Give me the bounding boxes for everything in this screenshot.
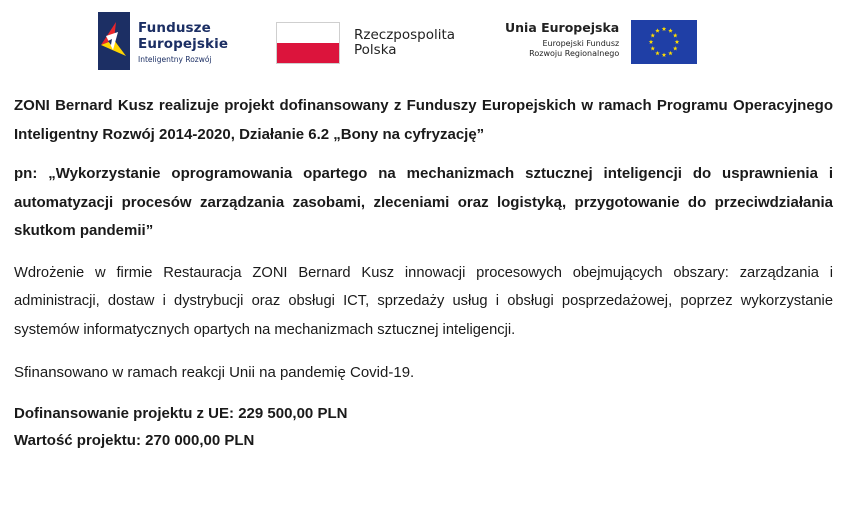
- polish-flag-icon: [276, 22, 340, 64]
- fundusze-line3: Inteligentny Rozwój: [138, 55, 212, 64]
- fundusze-europejskie-logo: [98, 12, 228, 70]
- unia-line1: Unia Europejska: [505, 20, 620, 35]
- project-value-value: 270 000,00 PLN: [145, 431, 255, 449]
- rzeczpospolita-text: [354, 22, 455, 58]
- unia-line2: Europejski Fundusz: [542, 39, 620, 48]
- project-description: Wdrożenie w firmie Restauracja ZONI Bernard Kusz innowacji procesowych obejmujących obszary: zarządzania i administracji, dostaw i dystrybucji oraz obsługi ICT, sprzedaży usług i obsługi posprzedażowej, poprzez wykorzystanie systemów informatycznych opartych na mechanizmach sztucznej inteligencji.: [14, 264, 833, 338]
- rzeczpospolita-line1: Rzeczpospolita: [354, 27, 456, 43]
- eu-funding-line: [14, 400, 833, 427]
- eu-funding-label: Dofinansowanie projektu z UE:: [14, 404, 235, 422]
- project-value-label: Wartość projektu:: [14, 431, 141, 449]
- covid-note: Sfinansowano w ramach reakcji Unii na pandemię Covid-19.: [14, 364, 415, 381]
- eu-funding-value: 229 500,00 PLN: [238, 404, 348, 422]
- unia-europejska-text: [505, 20, 619, 59]
- unia-line3: Rozwoju Regionalnego: [529, 49, 620, 58]
- fundusze-line2: Europejskie: [138, 36, 229, 52]
- project-title: pn: „Wykorzystanie oprogramowania opartego na mechanizmach sztucznej inteligencji do usprawnienia i automatyzacji procesów zarządzania zasobami, zleceniami oraz logistyką, przygotowanie do przeciwdziałania skutkom pandemii”: [14, 165, 833, 239]
- project-value-line: [14, 427, 833, 454]
- rzeczpospolita-line2: Polska: [354, 42, 397, 58]
- fundusze-line1: Fundusze: [138, 20, 211, 36]
- eu-flag-icon: [631, 20, 697, 64]
- fundusze-europejskie-icon: [98, 12, 130, 70]
- logo-bar: [0, 0, 853, 78]
- fundusze-europejskie-text: [138, 12, 228, 64]
- rzeczpospolita-polska-logo: [276, 22, 455, 64]
- unia-europejska-logo: [505, 20, 697, 66]
- project-intro: ZONI Bernard Kusz realizuje projekt dofinansowany z Funduszy Europejskich w ramach Programu Operacyjnego Inteligentny Rozwój 2014-2020, Działanie 6.2 „Bony na cyfryzację”: [14, 97, 833, 143]
- document-body: [14, 92, 833, 454]
